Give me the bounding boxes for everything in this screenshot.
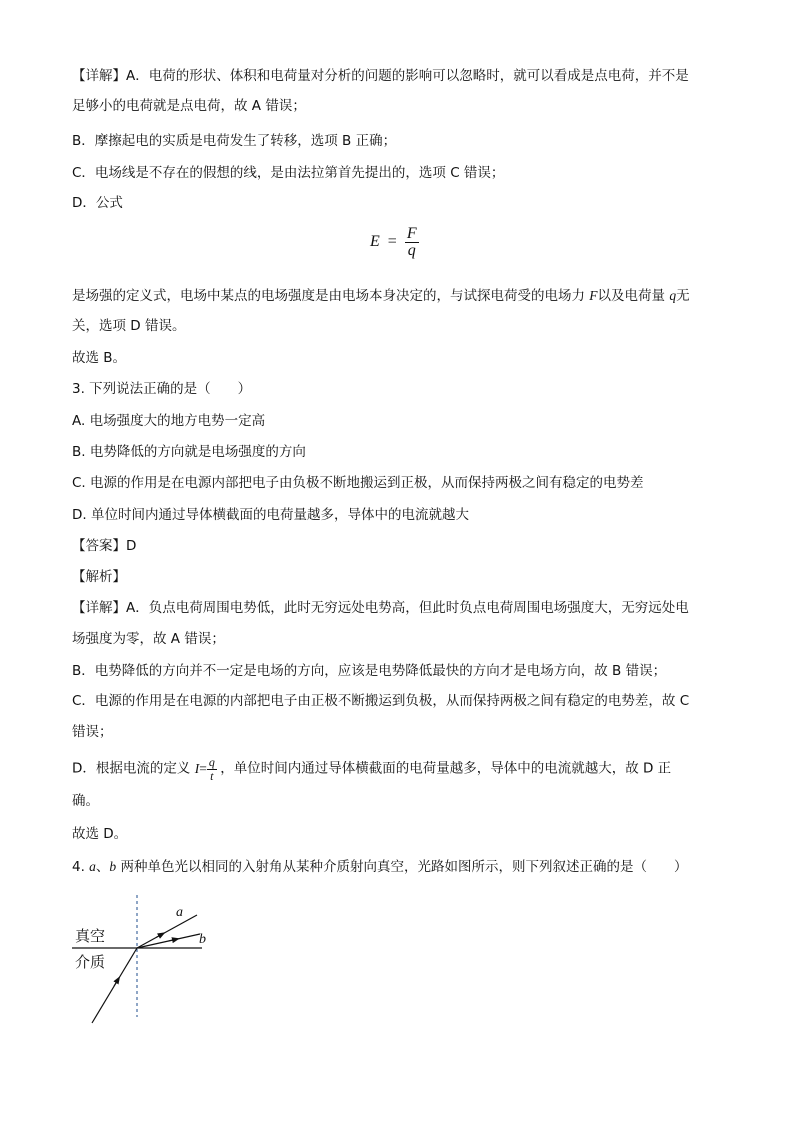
- q3-option-c: C. 电源的作用是在电源内部把电子由负极不断地搬运到正极，从而保持两极之间有稳定的电势差: [72, 475, 644, 491]
- q3-option-b: B. 电势降低的方向就是电场强度的方向: [72, 444, 306, 460]
- q3-detail-c2: 错误；: [72, 724, 113, 740]
- sol2-var-q: q: [669, 288, 677, 303]
- q3-option-a: A. 电场强度大的地方电势一定高: [72, 413, 266, 429]
- ray-a: [137, 915, 197, 948]
- formula-fraction: [405, 226, 419, 259]
- q3-stem: 3. 下列说法正确的是（ ）: [72, 381, 252, 397]
- sol2-line2: 足够小的电荷就是点电荷，故 A 错误；: [72, 98, 306, 114]
- q3-analysis-label: 【解析】: [72, 569, 126, 585]
- sol2-d-line2-c: 无: [676, 288, 690, 304]
- sol2-var-f: F: [589, 288, 598, 303]
- current-formula-lhs: I: [194, 760, 200, 776]
- sol2-option-c: C．电场线是不存在的假想的线，是由法拉第首先提出的，选项 C 错误；: [72, 165, 505, 181]
- formula-eq: =: [387, 233, 397, 251]
- incident-arrow: [114, 980, 118, 987]
- refraction-figure: [72, 895, 222, 1030]
- sol2-d-line2-a: 是场强的定义式，电场中某点的电场强度是由电场本身决定的，与试探电荷受的电场力: [72, 288, 585, 304]
- q4-var-a: a: [89, 859, 96, 874]
- ray-b-label: b: [199, 932, 206, 947]
- current-formula-eq: =: [199, 760, 207, 776]
- formula-e-equals-f-over-q: [370, 226, 419, 259]
- current-formula-numerator: q: [208, 755, 215, 769]
- sol2-option-b: B．摩擦起电的实质是电荷发生了转移，选项 B 正确；: [72, 133, 397, 149]
- formula-denominator: q: [407, 242, 416, 259]
- vacuum-label: 真空: [75, 927, 106, 945]
- q3-detail-d: [72, 756, 671, 783]
- q4-var-b: b: [109, 859, 117, 874]
- ray-a-arrow: [156, 934, 162, 937]
- ray-a-label: a: [176, 905, 183, 920]
- q3-option-d: D. 单位时间内通过导体横截面的电荷量越多，导体中的电流就越大: [72, 507, 469, 523]
- sol2-d-line2: [72, 286, 690, 306]
- q3-detail-d-post: ，单位时间内通过导体横截面的电荷量越多，导体中的电流就越大，故 D 正: [220, 760, 672, 777]
- q4-stem: [72, 857, 687, 877]
- q3-detail-a2: 场强度为零，故 A 错误；: [72, 631, 225, 647]
- q3-detail-c1: C．电源的作用是在电源的内部把电子由正极不断搬运到负极，从而保持两极之间有稳定的电势差，故 C: [72, 693, 690, 709]
- q3-detail-d2: 确。: [72, 793, 99, 809]
- formula-lhs: E: [370, 233, 380, 251]
- current-formula-denominator: t: [210, 769, 214, 783]
- q3-detail-b: B．电势降低的方向并不一定是电场的方向，应该是电势降低最快的方向才是电场方向，故 B 错误；: [72, 663, 667, 679]
- sol2-d-line2-b: 以及电荷量: [597, 288, 666, 304]
- medium-label: 介质: [75, 953, 106, 971]
- q3-detail-d-pre: D．根据电流的定义: [72, 760, 191, 777]
- q3-detail-a1: 【详解】A．负点电荷周围电势低，此时无穷远处电势高，但此时负点电荷周围电场强度大，无穷远处电: [72, 600, 689, 616]
- sol2-choose: 故选 B。: [72, 350, 127, 366]
- q3-answer: 【答案】D: [72, 538, 137, 554]
- q4-stem-text: 两种单色光以相同的入射角从某种介质射向真空，光路如图所示，则下列叙述正确的是（ ）: [116, 859, 688, 875]
- q3-choose: 故选 D。: [72, 826, 128, 842]
- current-formula-fraction: [207, 756, 217, 783]
- sol2-option-d: D．公式: [72, 195, 123, 211]
- q4-sep: 、: [95, 859, 110, 875]
- current-formula: [194, 755, 221, 783]
- q4-number: 4.: [72, 859, 90, 875]
- sol2-d-line3: 关，选项 D 错误。: [72, 318, 186, 334]
- sol2-line1: 【详解】A．电荷的形状、体积和电荷量对分析的问题的影响可以忽略时，就可以看成是点电荷，并不是: [72, 68, 689, 84]
- formula-numerator: F: [406, 225, 417, 242]
